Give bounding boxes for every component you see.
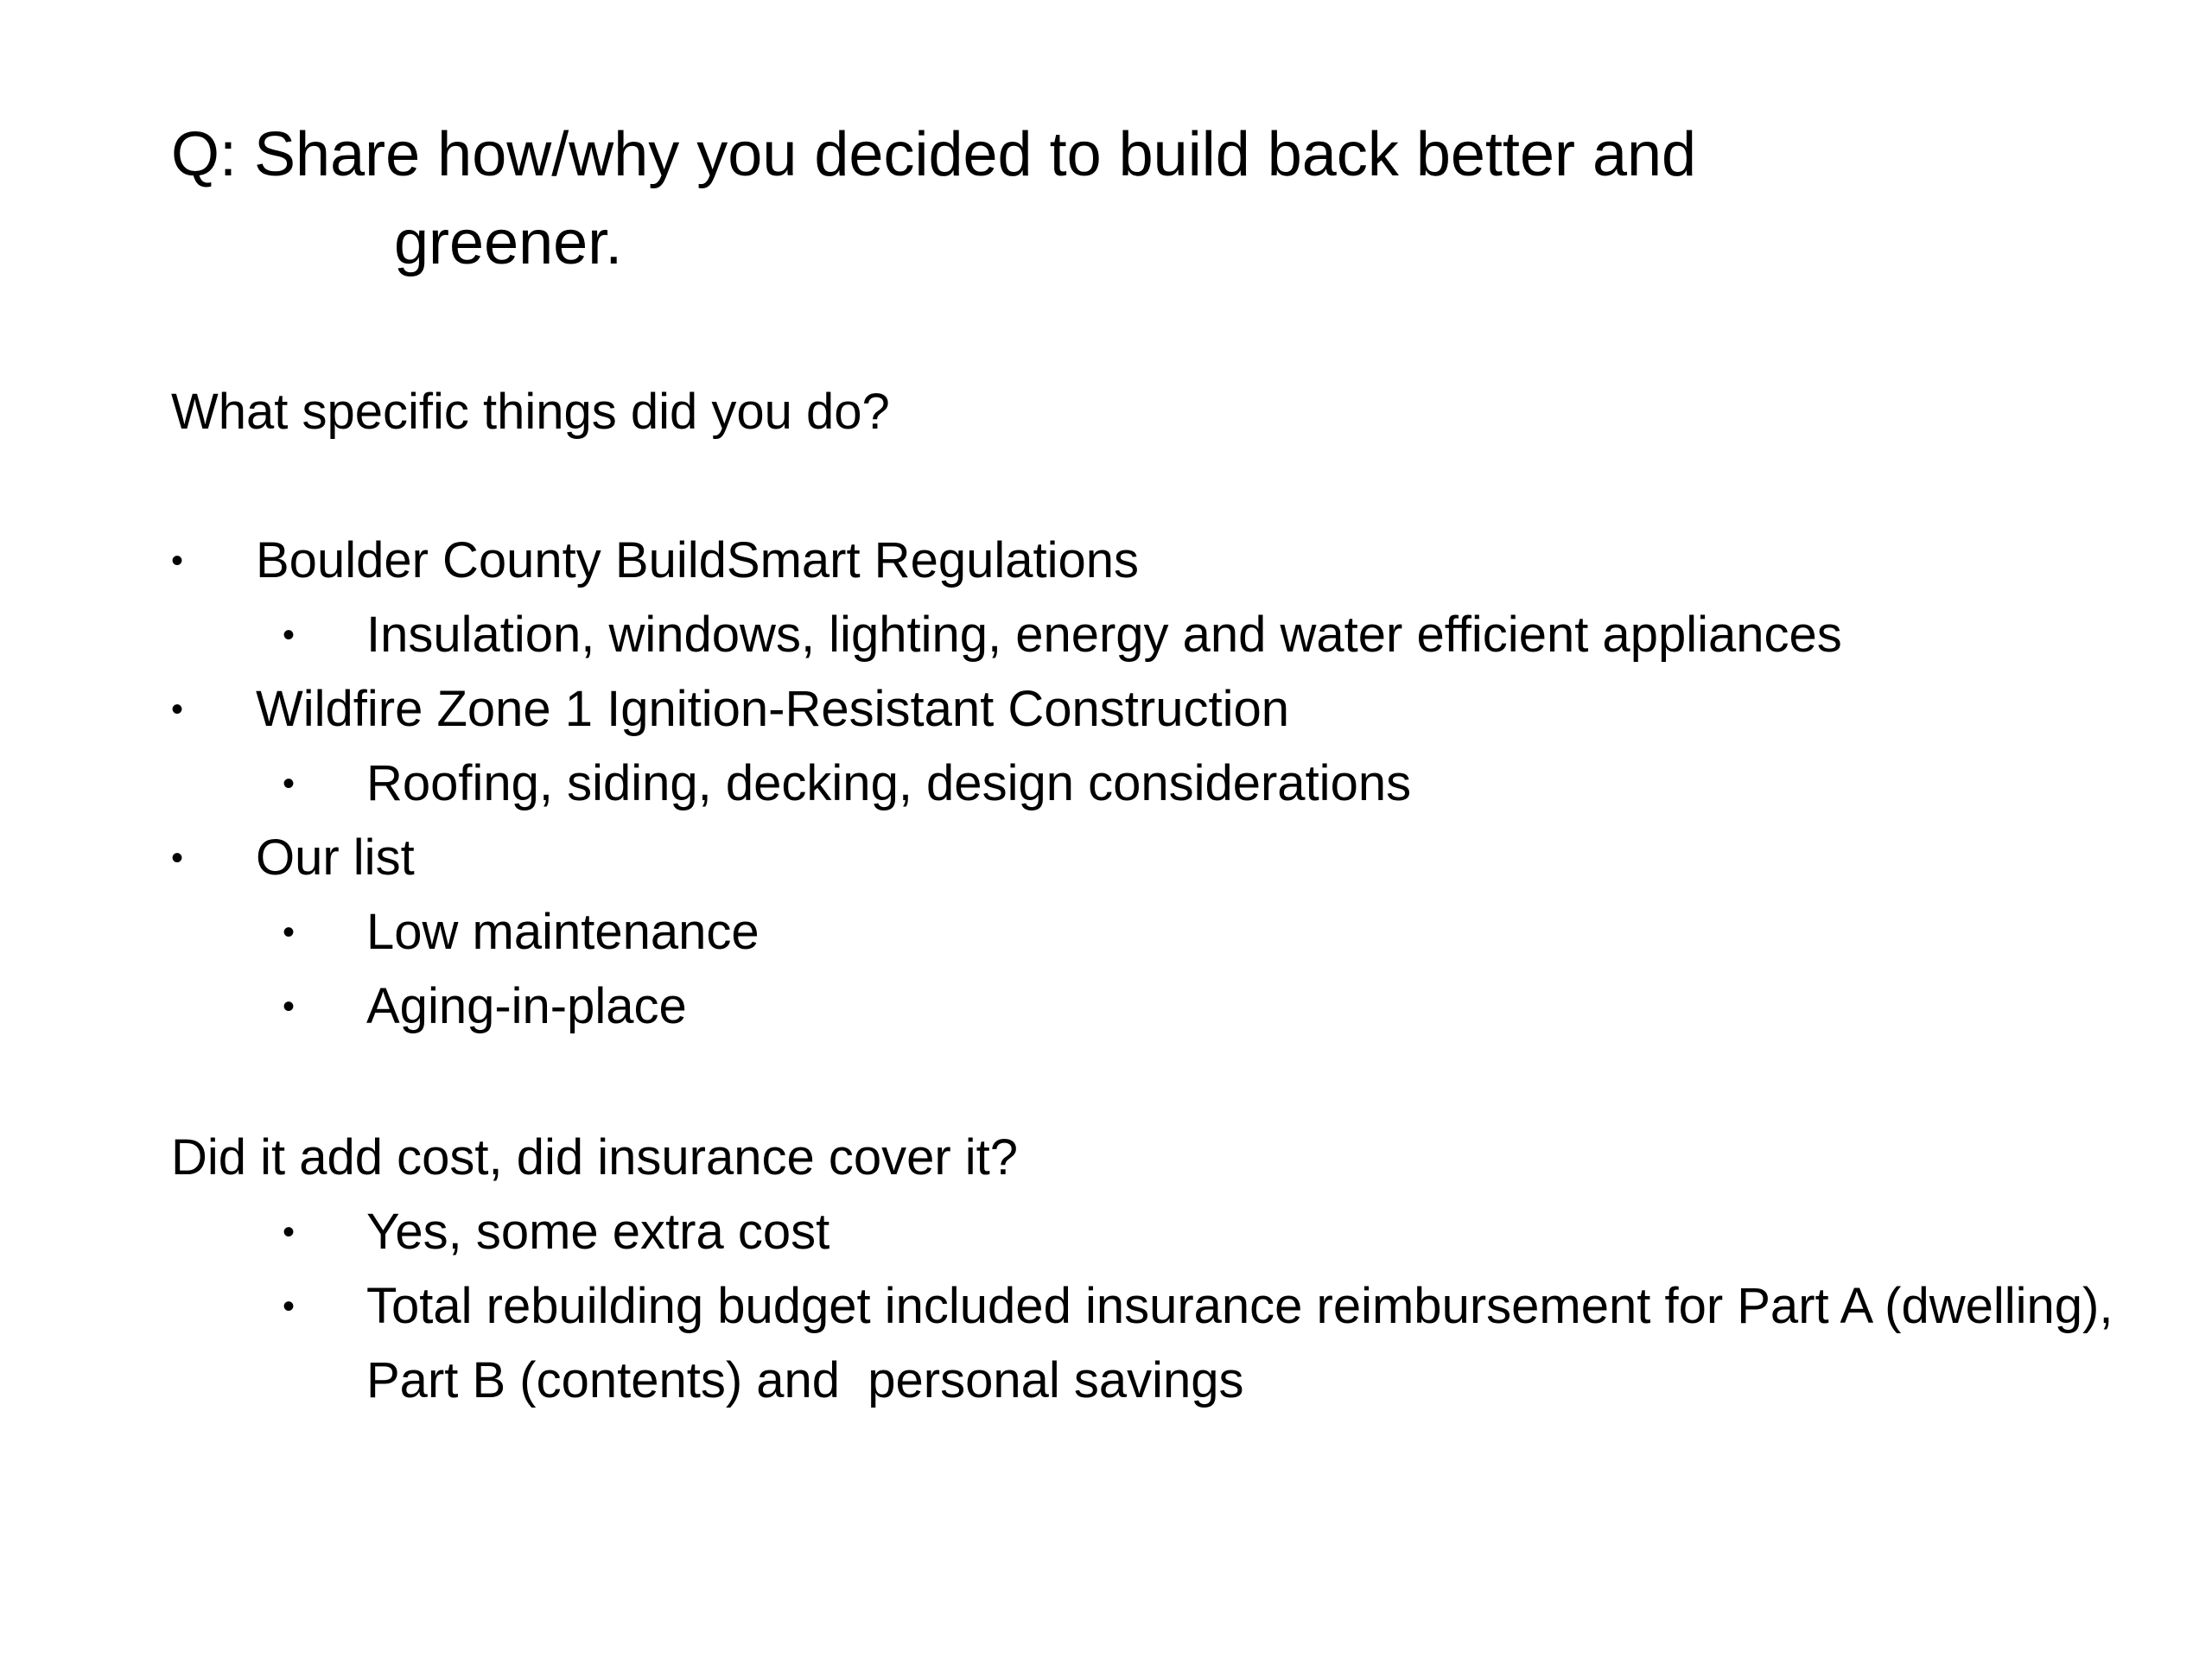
- list-item: [0, 747, 2212, 821]
- bullet-icon: •: [283, 765, 296, 803]
- bullet-icon: •: [283, 913, 296, 951]
- list-item: [0, 821, 2212, 895]
- list-item: [0, 672, 2212, 747]
- list-item-text: Aging-in-place: [366, 978, 687, 1034]
- list-item: [0, 524, 2212, 598]
- list-item-text: Total rebuilding budget included insurance reimbursement for Part A (dwelling), Part B (contents) and personal savings: [366, 1278, 2127, 1408]
- bullet-icon: •: [283, 616, 296, 654]
- list-item: [0, 895, 2212, 969]
- specific-things-list: [0, 524, 2212, 1044]
- bullet-icon: •: [283, 988, 296, 1026]
- cost-insurance-list: [0, 1195, 2212, 1418]
- bullet-icon: •: [171, 542, 184, 580]
- slide-title: [171, 111, 2072, 287]
- bullet-icon: •: [171, 690, 184, 728]
- bullet-icon: •: [171, 839, 184, 877]
- bullet-icon: •: [283, 1287, 296, 1325]
- section-heading-specific-things: What specific things did you do?: [171, 384, 890, 440]
- list-item-text: Low maintenance: [366, 904, 760, 960]
- list-item: [0, 1195, 2212, 1269]
- list-item-text: Insulation, windows, lighting, energy and water efficient appliances: [366, 607, 1842, 663]
- list-item-text: Wildfire Zone 1 Ignition-Resistant Construction: [256, 681, 1289, 737]
- slide-title-line-2: greener.: [394, 208, 623, 277]
- list-item: [0, 1269, 2212, 1418]
- slide-title-line-1: Q: Share how/why you decided to build back better and: [171, 120, 1697, 189]
- section-heading-cost-insurance: Did it add cost, did insurance cover it?: [171, 1129, 1019, 1185]
- list-item-text: Boulder County BuildSmart Regulations: [256, 532, 1139, 588]
- list-item: [0, 969, 2212, 1044]
- bullet-icon: •: [283, 1213, 296, 1251]
- list-item-text: Our list: [256, 830, 415, 886]
- list-item: [0, 598, 2212, 672]
- list-item-text: Roofing, siding, decking, design considerations: [366, 755, 1412, 811]
- list-item-text: Yes, some extra cost: [366, 1204, 830, 1260]
